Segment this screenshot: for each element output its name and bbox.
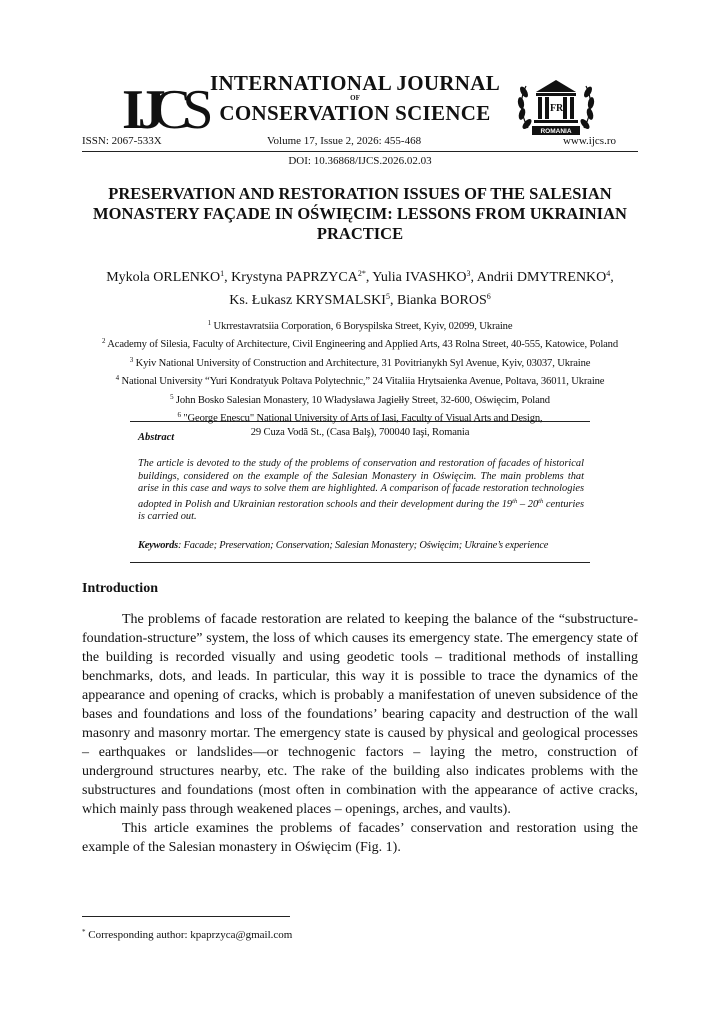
abstract-heading: Abstract bbox=[138, 432, 175, 443]
abstract-text: The article is devoted to the study of the problems of conservation and restoration of facades of historical buildings, considered on the example of the Salesian Monastery in Oświęcim. The main problems that arise in this case and ways to solve them are highlighted. A comparison of facade restoration technologies adopted in Polish and Ukrainian restoration schools and their development during the 19th – 20th centuries is carried out. bbox=[138, 458, 585, 523]
affiliation: $^4$ National University “Yuri Kondratyuk Poltava Polytechnic,” 24 Vitaliia Hrytsaienka Avenue, Poltava, 36011, Ukraine bbox=[115, 374, 605, 388]
journal-website[interactable]: www.ijcs.ro bbox=[562, 135, 616, 147]
author-list bbox=[82, 264, 638, 310]
ijcs-logo bbox=[120, 78, 206, 141]
paragraph: The problems of facade restoration are related to keeping the balance of the “substructure-foundation-structure” system, the loss of which causes its emergency state. The emergency state of the building is recorded visually and using geodetic tools – traditional methods of installing benchmarks, dots, and leads. In particular, this way it is possible to trace the dynamics of the appearance and opening of cracks, which is probably a manifestation of uneven subsidence of the bases and foundations and loss of the foundations’ bearing capacity and destruction of the wall masonry and masonry mortar. The emergency state is caused by physical and geological processes – earthquakes or landslides—or technogenic factors – laying the metro, construction of underground structures nearby, etc. The rake of the building also indicates problems with the substructures and foundations (most often in combination with the appearance of active cracks, which mainly pass through weakened places – openings, arches, and vaults). bbox=[82, 612, 638, 817]
iasi-logo-text: ROMANIA bbox=[540, 128, 572, 135]
paragraph: This article examines the problems of facades’ conservation and restoration using the example of the Salesian monastery in Oświęcim (Fig. 1). bbox=[82, 821, 638, 855]
paper-title: PRESERVATION AND RESTORATION ISSUES OF THE SALESIAN MONASTERY FAÇADE IN OŚWIĘCIM: LESSONS FROM UKRAINIAN PRACTICE bbox=[93, 184, 627, 243]
abstract-top-rule bbox=[130, 421, 590, 422]
abstract-bottom-rule bbox=[130, 562, 590, 563]
affiliation: $^1$ Ukrrestavratsiia Corporation, 6 Boryspilska Street, Kyiv, 02099, Ukraine bbox=[207, 319, 513, 332]
header-divider bbox=[82, 151, 638, 152]
affiliations bbox=[70, 316, 650, 441]
author: Bianka BOROS$^6$ bbox=[396, 292, 491, 308]
keywords: Keywords: Facade; Preservation; Conservation; Salesian Monastery; Oświęcim; Ukraine’s experience bbox=[138, 540, 549, 551]
svg-text:IJ: IJ bbox=[122, 79, 160, 141]
author: Ks. Łukasz KRYSMALSKI$^5$, bbox=[229, 292, 397, 308]
author: Andrii DMYTRENKO$^4$, bbox=[476, 269, 614, 285]
affiliation: $^6$ "George Enescu" National University of Arts of Iasi, Faculty of Visual Arts and Design, bbox=[177, 411, 543, 425]
issn: ISSN: 2067-533X bbox=[82, 135, 162, 147]
author: Mykola ORLENKO$^1$, bbox=[106, 269, 232, 285]
journal-title-line2: CONSERVATION SCIENCE bbox=[219, 101, 491, 125]
volume-info: Volume 17, Issue 2, 2026: 455-468 bbox=[267, 135, 422, 147]
affiliation: $^3$ Kyiv National University of Construction and Architecture, 31 Povitrianykh Syl Avenue, Kyiv, 03037, Ukraine bbox=[129, 355, 591, 369]
affiliation: $^2$ Academy of Silesia, Faculty of Architecture, Civil Engineering and Applied Arts, 43 Rolna Street, 40-555, Katowice, Poland bbox=[102, 337, 618, 351]
affiliation: 29 Cuza Vodă St., (Casa Balş), 700040 Iaşi, Romania bbox=[250, 427, 470, 439]
footnote: * Corresponding author: kpaprzyca@gmail.com bbox=[82, 928, 293, 941]
journal-title bbox=[200, 72, 510, 124]
author: Krystyna $PAPRZYCA^{2*}$, bbox=[231, 269, 373, 285]
doi[interactable]: DOI: 10.36868/IJCS.2026.02.03 bbox=[288, 155, 432, 167]
footnote-rule bbox=[82, 916, 290, 917]
svg-text:CS: CS bbox=[153, 79, 206, 141]
svg-text:R: R bbox=[556, 103, 564, 114]
affiliation: $^5$ John Bosko Salesian Monastery, 10 Władysława Jagiełły Street, 32-600, Oświęcim, Poland bbox=[170, 392, 550, 406]
author: Yulia IVASHKO$^3$, bbox=[372, 269, 477, 285]
journal-title-line1: INTERNATIONAL JOURNAL bbox=[209, 71, 501, 95]
iasi-university-logo bbox=[512, 76, 600, 138]
header-meta bbox=[82, 135, 638, 151]
svg-text:F: F bbox=[550, 103, 557, 114]
journal-title-of: OF bbox=[350, 94, 360, 102]
section-heading-introduction: Introduction bbox=[82, 581, 158, 596]
body-text bbox=[82, 610, 638, 857]
